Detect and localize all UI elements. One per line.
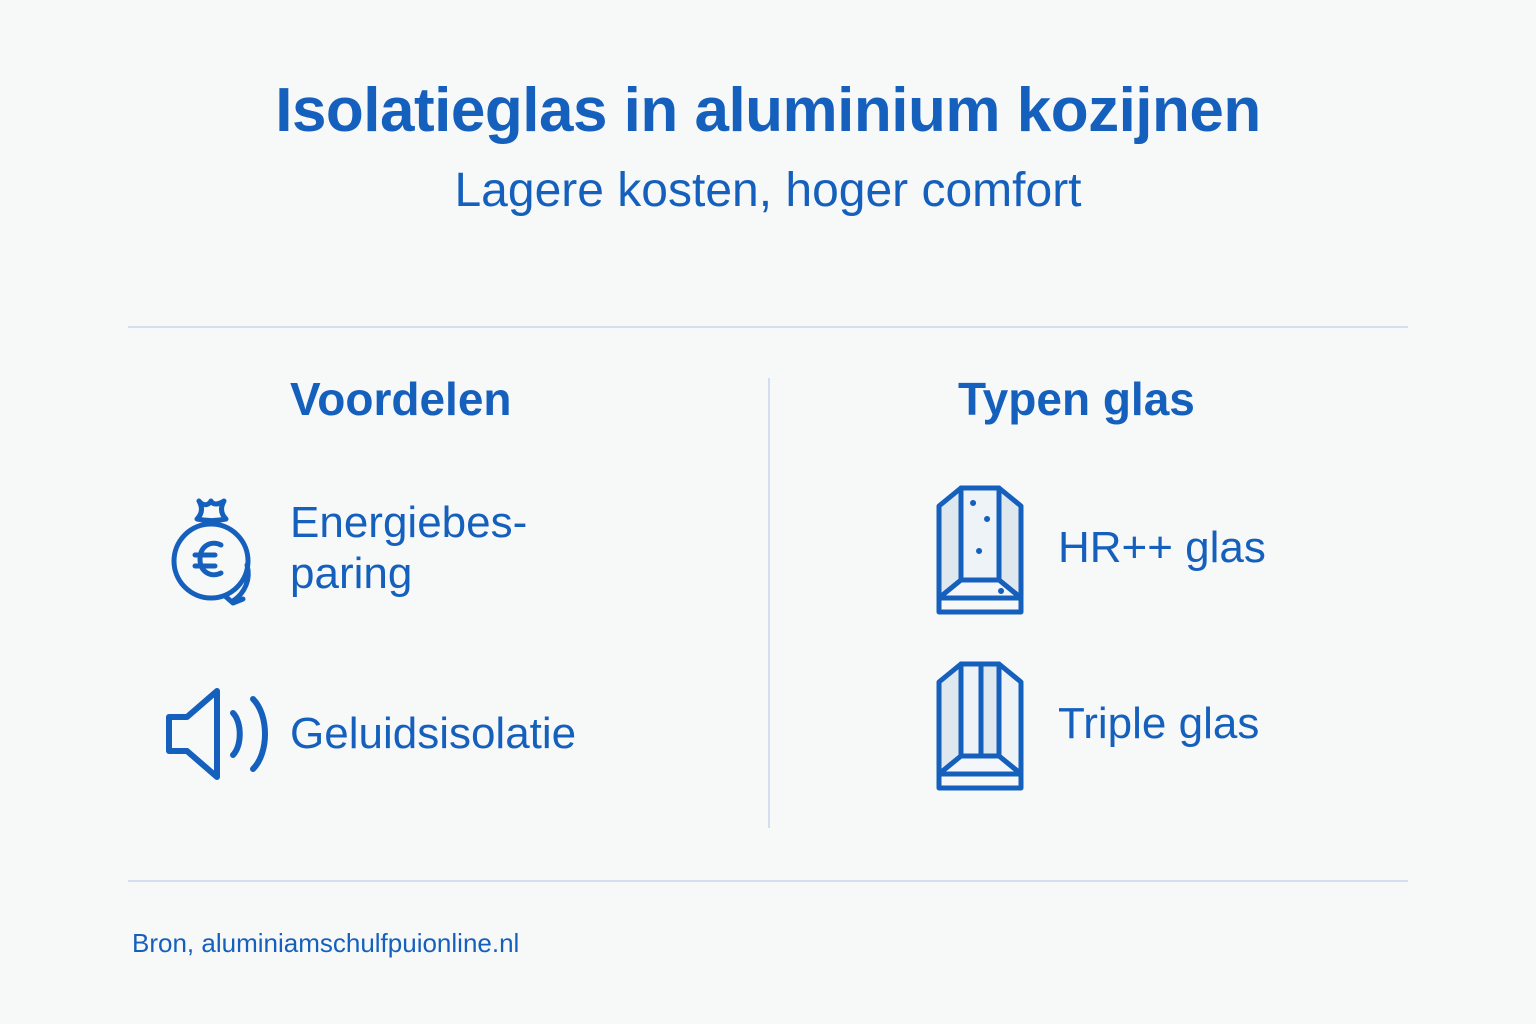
list-item — [150, 664, 768, 804]
list-item-label: HR++ glas — [1058, 523, 1266, 573]
list-item-label-line1: Energiebes- — [290, 497, 528, 547]
divider-bottom — [128, 880, 1408, 882]
list-item-label — [290, 497, 527, 599]
list-item-label-line2: paring — [290, 549, 413, 598]
speaker-sound-icon — [150, 664, 290, 804]
column-heading-typen-glas: Typen glas — [958, 373, 1195, 425]
page-title: Isolatieglas in aluminium kozijnen — [275, 76, 1261, 145]
column-typen-glas — [768, 372, 1536, 830]
list-item-label: Triple glas — [1058, 699, 1260, 749]
list-item-label: Geluidsisolatie — [290, 709, 577, 759]
double-glazing-icon — [908, 478, 1058, 618]
columns-container — [0, 372, 1536, 830]
money-bag-euro-icon — [150, 478, 290, 618]
triple-glazing-icon — [908, 654, 1058, 794]
list-item — [908, 654, 1536, 794]
source-attribution: Bron, aluminiamschulfpuionline.nl — [132, 928, 520, 958]
column-voordelen — [0, 372, 768, 804]
page-subtitle: Lagere kosten, hoger comfort — [454, 164, 1082, 218]
header — [0, 0, 1536, 218]
divider-top — [128, 326, 1408, 328]
list-item — [150, 478, 768, 618]
column-heading-voordelen: Voordelen — [290, 373, 512, 425]
list-item — [908, 478, 1536, 618]
